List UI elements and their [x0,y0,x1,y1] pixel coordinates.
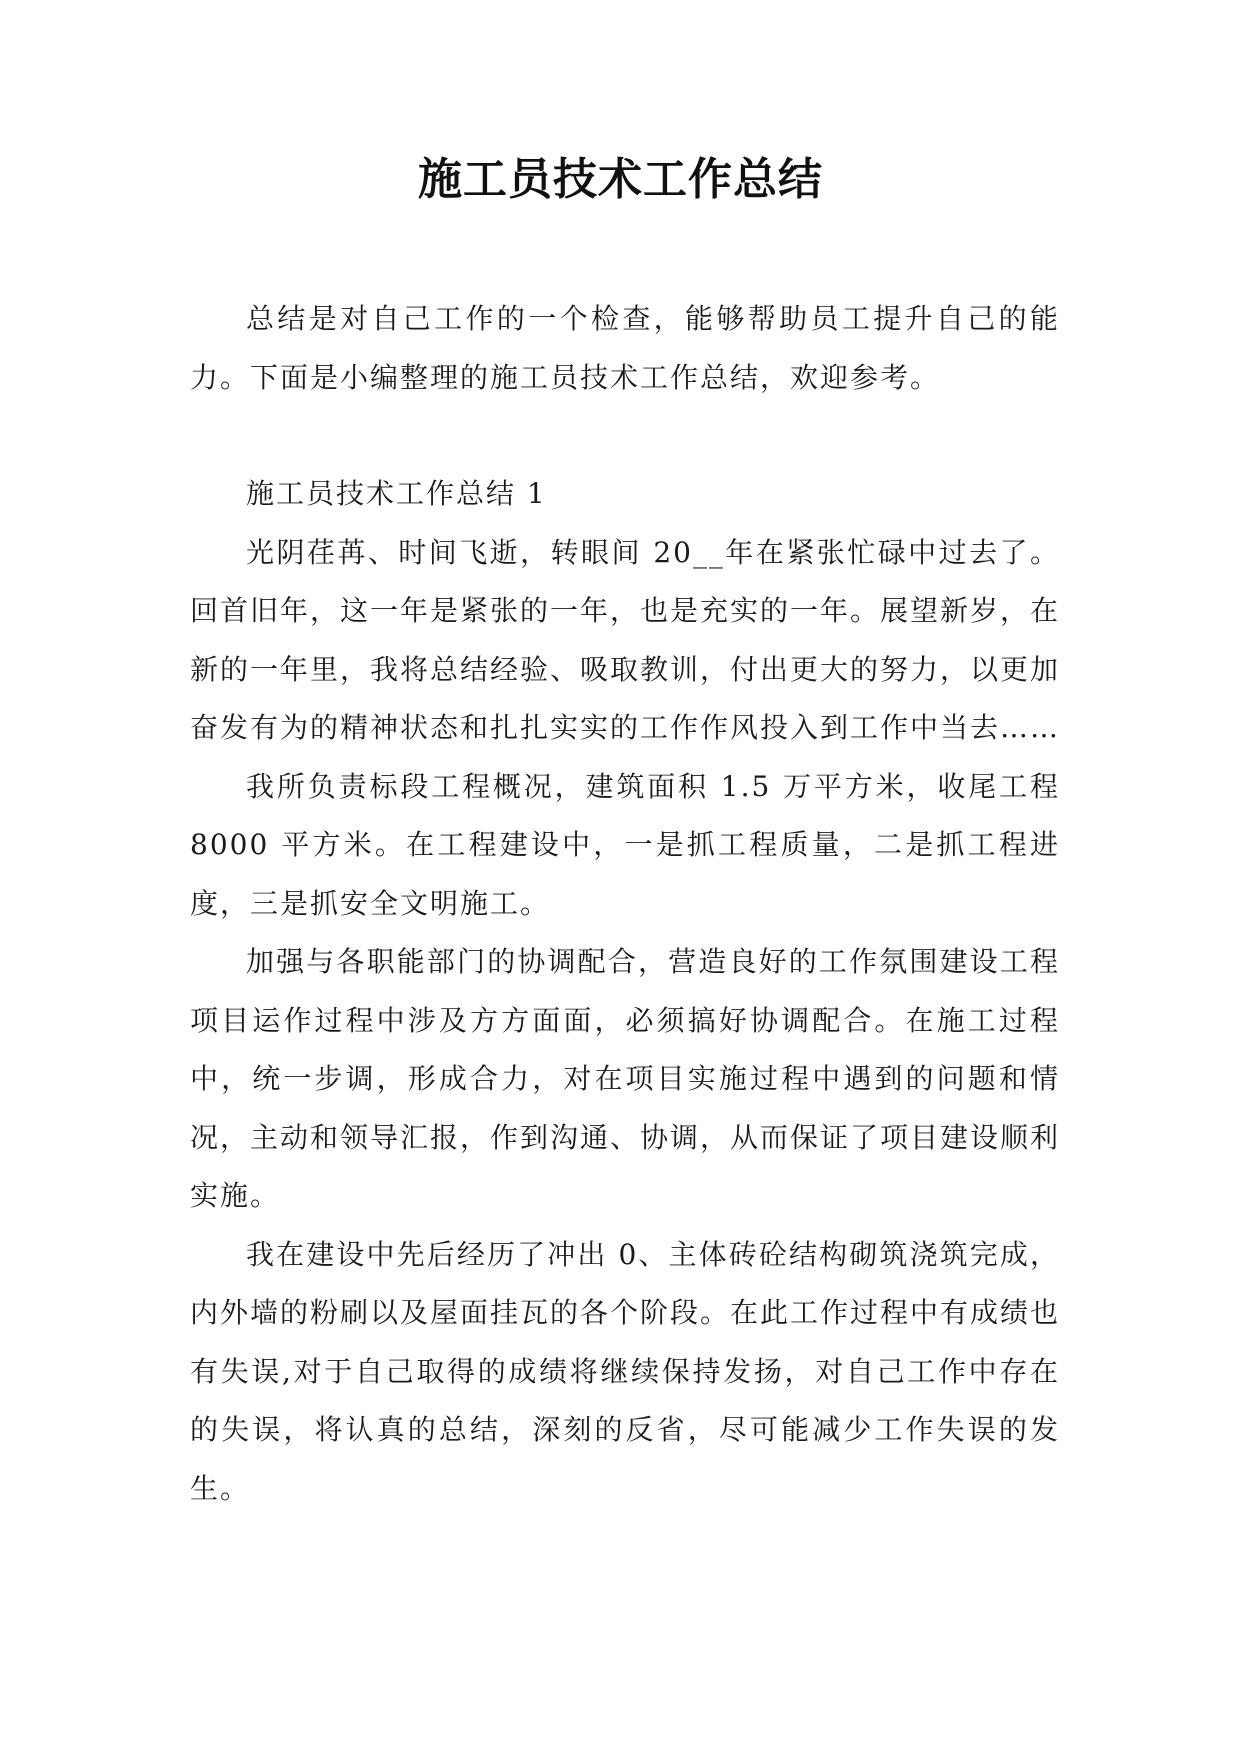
body-paragraph-2: 我所负责标段工程概况，建筑面积 1.5 万平方米，收尾工程 8000 平方米。在工程建设中，一是抓工程质量，二是抓工程进度，三是抓安全文明施工。 [190,769,1060,920]
body-paragraph-1: 光阴荏苒、时间飞逝，转眼间 20__年在紧张忙碌中过去了。回首旧年，这一年是紧张的一年，也是充实的一年。展望新岁，在新的一年里，我将总结经验、吸取教训，付出更大的努力，以更加奋发有为的精神状态和扎扎实实的工作作风投入到工作中当去…… [190,535,1061,744]
document-title: 施工员技术工作总结 [418,154,823,205]
body-paragraph-4: 我在建设中先后经历了冲出 0、主体砖砼结构砌筑浇筑完成，内外墙的粉刷以及屋面挂瓦的各个阶段。在此工作过程中有成绩也有失误,对于自己取得的成绩将继续保持发扬，对自己工作中存在的失误，将认真的总结，深刻的反省，尽可能减少工作失误的发生。 [190,1237,1061,1505]
section-heading: 施工员技术工作总结 1 [246,477,547,510]
document-body [190,290,1060,1518]
body-paragraph-3: 加强与各职能部门的协调配合，营造良好的工作氛围建设工程项目运作过程中涉及方方面面，必须搞好协调配合。在施工过程中，统一步调，形成合力，对在项目实施过程中遇到的问题和情况，主动和领导汇报，作到沟通、协调，从而保证了项目建设顺利实施。 [190,945,1061,1212]
intro-paragraph: 总结是对自己工作的一个检查，能够帮助员工提升自己的能力。下面是小编整理的施工员技术工作总结，欢迎参考。 [190,302,1060,394]
